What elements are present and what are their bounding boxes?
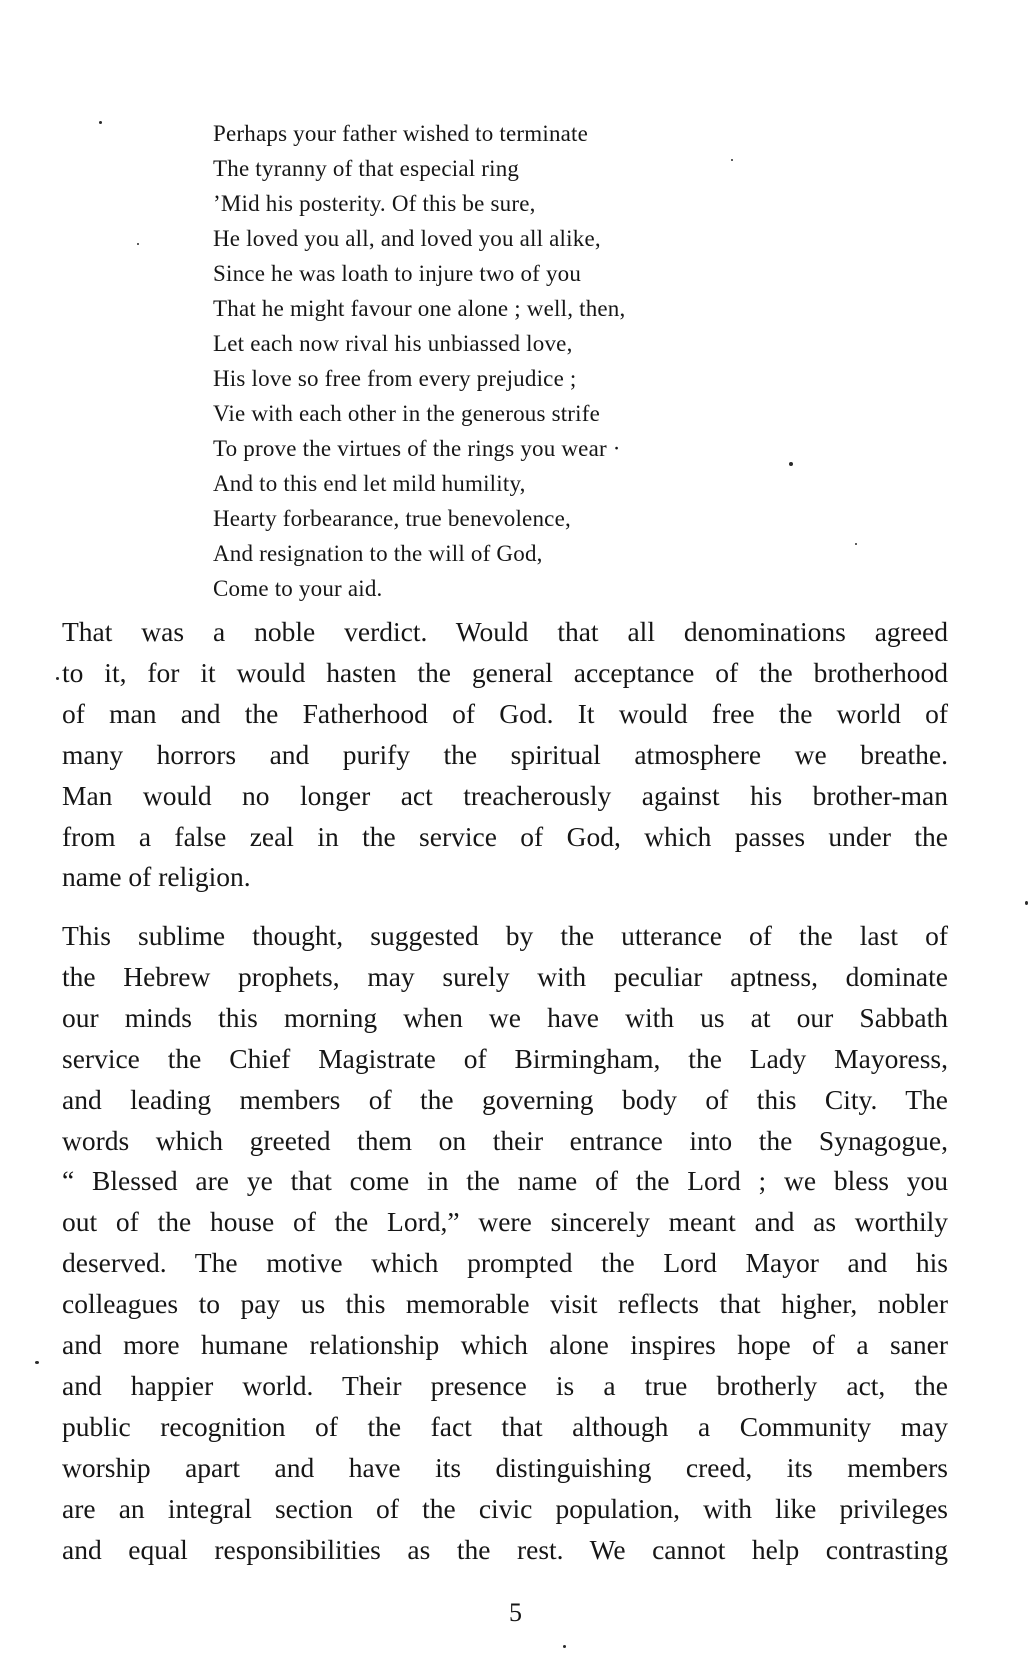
paragraph-line: and leading members of the governing body of this City. The bbox=[62, 1083, 948, 1115]
scan-speck bbox=[855, 543, 857, 545]
verse-line: Vie with each other in the generous strife bbox=[213, 401, 601, 426]
verse-line: And to this end let mild humility, bbox=[213, 471, 526, 496]
scan-speck bbox=[731, 159, 733, 161]
verse-line: And resignation to the will of God, bbox=[213, 541, 543, 566]
verse-line: That he might favour one alone ; well, then, bbox=[213, 296, 626, 321]
paragraph-line: That was a noble verdict. Would that all denominations agreed bbox=[62, 616, 948, 647]
paragraph-line: Man would no longer act treacherously against his brother-man bbox=[62, 779, 948, 811]
verse-line: The tyranny of that especial ring bbox=[213, 156, 520, 181]
scan-speck bbox=[35, 1361, 39, 1364]
paragraph-line: and more humane relationship which alone inspires hope of a saner bbox=[62, 1329, 948, 1361]
scan-speck bbox=[789, 462, 793, 466]
paragraph-line: worship apart and have its distinguishing creed, its members bbox=[62, 1451, 948, 1483]
paragraph-line: This sublime thought, suggested by the utterance of the last of bbox=[62, 920, 948, 951]
paragraph-line: of man and the Fatherhood of God. It would free the world of bbox=[62, 697, 948, 729]
paragraph-2 bbox=[62, 916, 948, 1571]
verse-line: Hearty forbearance, true benevolence, bbox=[213, 506, 571, 531]
scan-speck bbox=[137, 243, 139, 245]
paragraph-line: many horrors and purify the spiritual atmosphere we breathe. bbox=[62, 738, 948, 770]
page-number: 5 bbox=[509, 1598, 522, 1627]
paragraph-line: name of religion. bbox=[62, 861, 251, 893]
verse-line: Let each now rival his unbiassed love, bbox=[213, 331, 573, 356]
paragraph-line: words which greeted them on their entrance into the Synagogue, bbox=[62, 1124, 948, 1156]
verse-line: Come to your aid. bbox=[213, 576, 383, 601]
paragraph-line: “ Blessed are ye that come in the name of the Lord ; we bless you bbox=[62, 1165, 948, 1197]
verse-block bbox=[213, 116, 773, 606]
verse-line: ’Mid his posterity. Of this be sure, bbox=[213, 191, 536, 216]
paragraph-line: service the Chief Magistrate of Birmingham, the Lady Mayoress, bbox=[62, 1042, 948, 1074]
verse-line: To prove the virtues of the rings you wear · bbox=[213, 436, 621, 461]
paragraph-line: colleagues to pay us this memorable visit reflects that higher, nobler bbox=[62, 1288, 948, 1320]
paragraph-line: are an integral section of the civic population, with like privileges bbox=[62, 1492, 948, 1524]
paragraph-line: deserved. The motive which prompted the Lord Mayor and his bbox=[62, 1247, 948, 1279]
paragraph-line: out of the house of the Lord,” were sincerely meant and as worthily bbox=[62, 1206, 948, 1238]
scan-speck bbox=[1025, 901, 1028, 905]
paragraph-1 bbox=[62, 612, 948, 898]
paragraph-line: and equal responsibilities as the rest. We cannot help contrasting bbox=[62, 1533, 948, 1565]
verse-line: Perhaps your father wished to terminate bbox=[213, 121, 589, 146]
paragraph-line: our minds this morning when we have with us at our Sabbath bbox=[62, 1001, 948, 1033]
scan-speck bbox=[99, 121, 102, 124]
verse-line: He loved you all, and loved you all alike, bbox=[213, 226, 601, 251]
paragraph-line: the Hebrew prophets, may surely with peculiar aptness, dominate bbox=[62, 960, 948, 992]
paragraph-line: from a false zeal in the service of God, which passes under the bbox=[62, 820, 948, 852]
paragraph-line: and happier world. Their presence is a true brotherly act, the bbox=[62, 1369, 948, 1401]
scan-speck bbox=[56, 677, 59, 680]
verse-line: Since he was loath to injure two of you bbox=[213, 261, 582, 286]
paragraph-line: to it, for it would hasten the general acceptance of the brotherhood bbox=[62, 656, 948, 688]
paragraph-line: public recognition of the fact that although a Community may bbox=[62, 1410, 948, 1442]
verse-line: His love so free from every prejudice ; bbox=[213, 366, 577, 391]
scan-speck bbox=[563, 1645, 566, 1648]
